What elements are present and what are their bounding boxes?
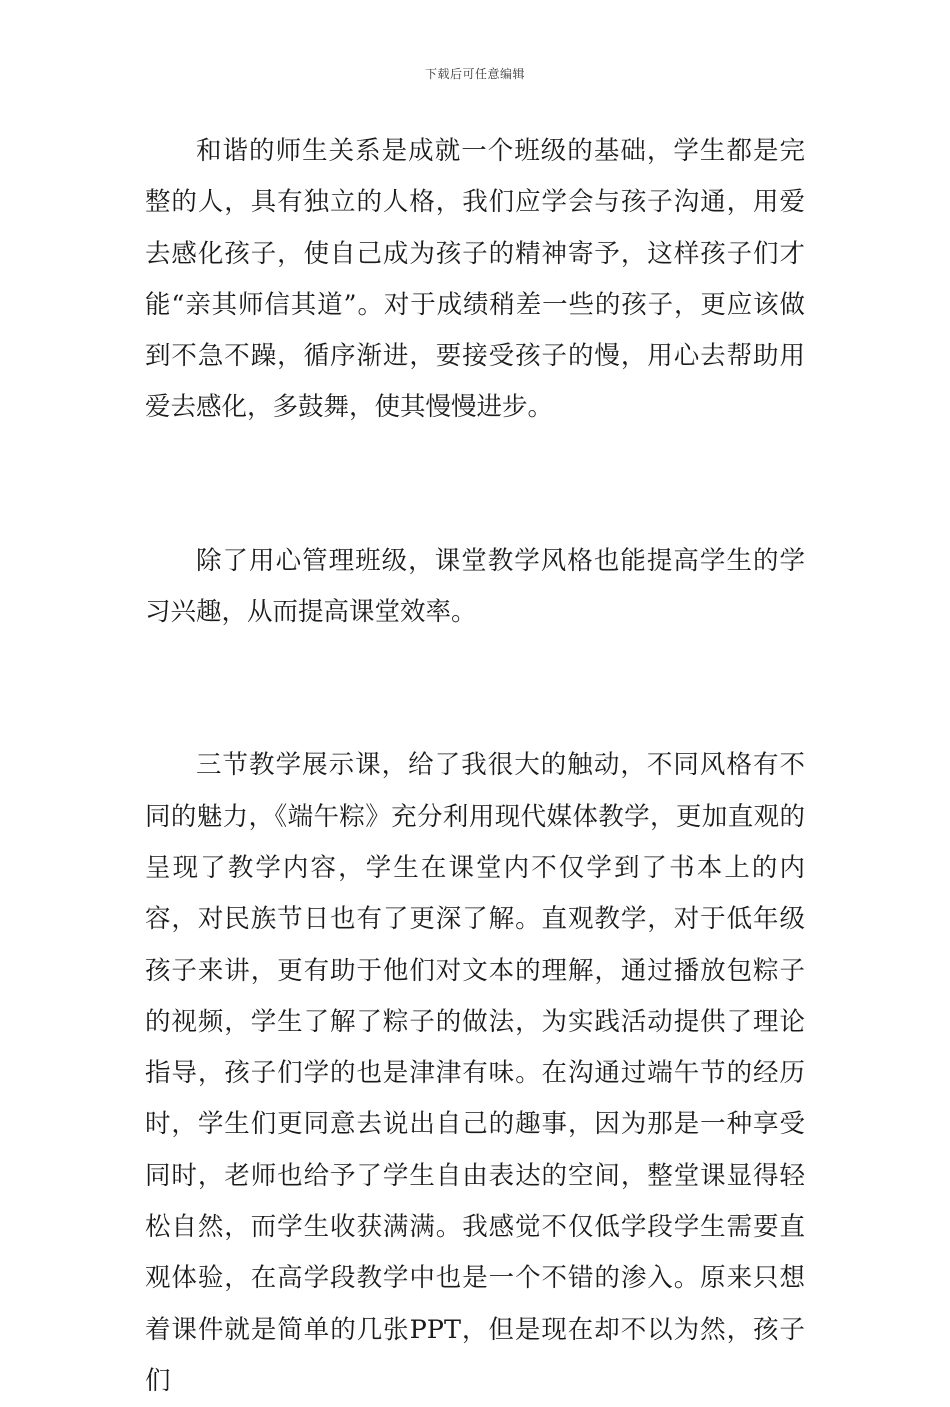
- paragraph-teacher-student-relationship: 和谐的师生关系是成就一个班级的基础，学生都是完整的人，具有独立的人格，我们应学会与孩子沟通，用爱去感化孩子，使自己成为孩子的精神寄予，这样孩子们才能“亲其师信其道”。对于成绩稍差一些的孩子，更应该做到不急不躁，循序渐进，要接受孩子的慢，用心去帮助用爱去感化，多鼓舞，使其慢慢进步。: [145, 136, 805, 423]
- document-body: [145, 126, 805, 1407]
- paragraph-demonstration-lessons: 三节教学展示课，给了我很大的触动，不同风格有不同的魅力，《端午粽》充分利用现代媒体教学，更加直观的呈现了教学内容，学生在课堂内不仅学到了书本上的内容，对民族节日也有了更深了解。直观教学，对于低年级孩子来讲，更有助于他们对文本的理解，通过播放包粽子的视频，学生了解了粽子的做法，为实践活动提供了理论指导，孩子们学的也是津津有味。在沟通过端午节的经历时，学生们更同意去说出自己的趣事，因为那是一种享受同时，老师也给予了学生自由表达的空间，整堂课显得轻松自然，而学生收获满满。我感觉不仅低学段学生需要直观体验，在高学段教学中也是一个不错的渗入。原来只想着课件就是简单的几张PPT，但是现在却不以为然，孩子们: [145, 750, 805, 1396]
- page-header: 下载后可任意编辑: [424, 67, 525, 81]
- paragraph-classroom-style: 除了用心管理班级，课堂教学风格也能提高学生的学习兴趣，从而提高课堂效率。: [145, 545, 805, 628]
